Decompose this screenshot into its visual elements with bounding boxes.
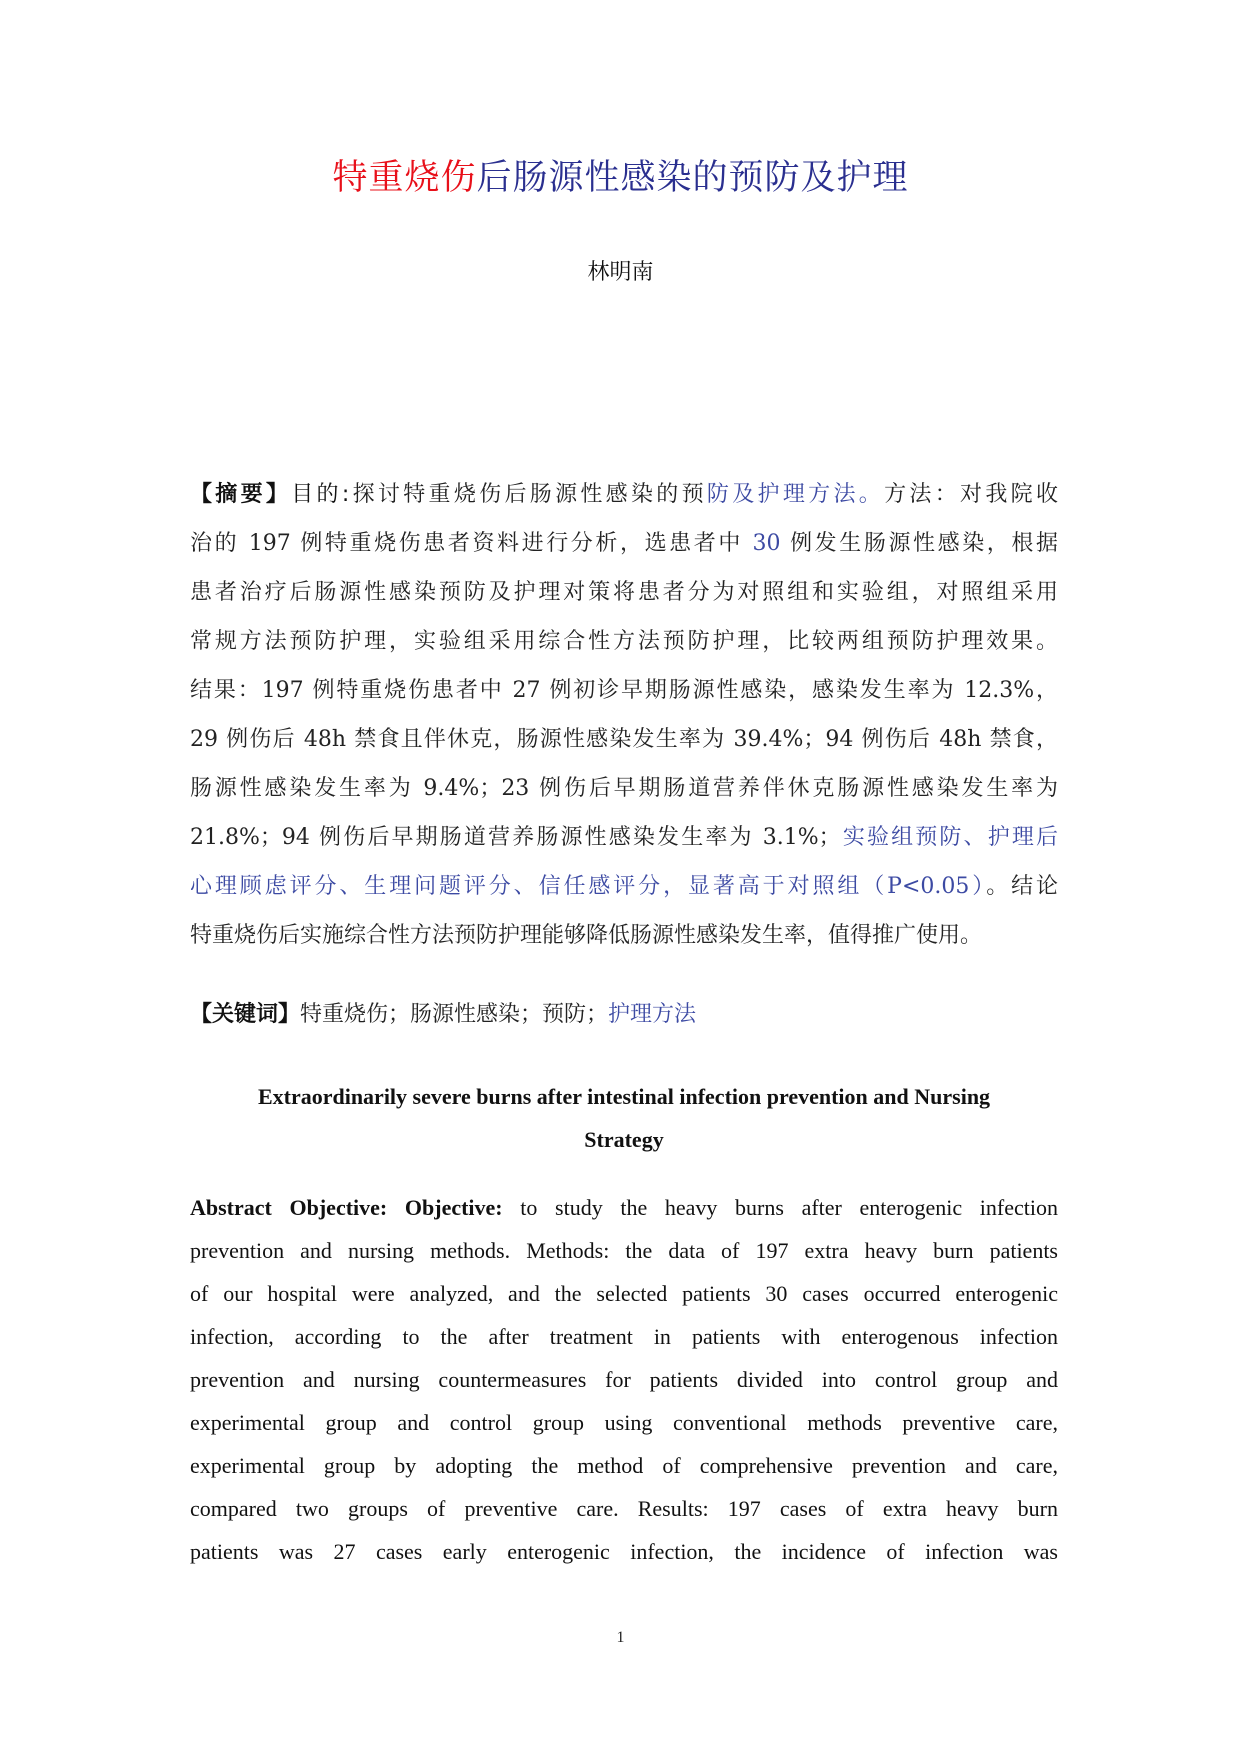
author-name: 林明南: [587, 260, 654, 285]
abstract-en-line: infection, according to the after treatment in patients with enterogenous infection: [190, 1324, 1058, 1349]
abstract-text: 方法：对我院收: [884, 482, 1058, 507]
abstract-cn-line: 特重烧伤后实施综合性方法预防护理能够降低肠源性感染发生率，值得推广使用。: [190, 923, 983, 948]
page-number: 1: [616, 1629, 625, 1646]
chinese-abstract: [190, 470, 1058, 960]
abstract-cn-line: 肠源性感染发生率为 9.4%；23 例伤后早期肠道营养伴休克肠源性感染发生率为: [190, 776, 1058, 801]
abstract-cn-line: [190, 813, 1058, 862]
objective-label: 目的:: [291, 482, 350, 507]
abstract-en-line: experimental group by adopting the method of comprehensive prevention and care,: [190, 1453, 1058, 1478]
abstract-cn-line: 29 例伤后 48h 禁食且伴休克，肠源性感染发生率为 39.4%；94 例伤后 48h 禁食，: [190, 727, 1058, 752]
abstract-en-label: Abstract Objective: Objective:: [190, 1195, 503, 1220]
english-title-line: Strategy: [584, 1127, 664, 1152]
title-blue-part: 后肠源性感染的预防及护理: [476, 158, 909, 198]
abstract-text-highlight: 心理顾虑评分、生理问题评分、信任感评分，显著高于对照组（P<0.05）: [190, 874, 987, 899]
abstract-cn-line: [190, 519, 1058, 568]
abstract-en-text: to study the heavy burns after enterogenic infection: [502, 1195, 1058, 1220]
abstract-text-highlight: 30: [752, 531, 781, 556]
abstract-text: 探讨特重烧伤后肠源性感染的预: [349, 482, 707, 507]
keywords-cn: [190, 995, 1058, 1035]
abstract-cn-line: 常规方法预防护理，实验组采用综合性方法预防护理，比较两组预防护理效果。: [190, 629, 1058, 654]
english-title: [190, 1075, 1058, 1161]
abstract-text-highlight: 实验组预防、护理后: [840, 825, 1058, 850]
title-red-part: 特重烧伤: [332, 158, 477, 198]
keywords-label: 【关键词】: [190, 1002, 301, 1027]
abstract-text: 治的 197 例特重烧伤患者资料进行分析，选患者中: [190, 531, 753, 556]
abstract-en-line: of our hospital were analyzed, and the selected patients 30 cases occurred enterogenic: [190, 1281, 1058, 1306]
abstract-en-line: patients was 27 cases early enterogenic infection, the incidence of infection was: [190, 1539, 1058, 1564]
paper-title: [0, 150, 1241, 200]
abstract-en-line: [190, 1186, 1058, 1229]
keywords-text: 特重烧伤；肠源性感染；预防；: [300, 1002, 609, 1027]
keywords-text-highlight: 护理方法: [608, 1002, 697, 1027]
abstract-en-line: prevention and nursing countermeasures for patients divided into control group and: [190, 1367, 1058, 1392]
abstract-cn-line: [190, 862, 1058, 911]
abstract-cn-line: [190, 470, 1058, 519]
english-abstract: [190, 1186, 1058, 1573]
abstract-label: 【摘要】: [190, 482, 292, 507]
abstract-text: 例发生肠源性感染，根据: [780, 531, 1058, 556]
abstract-en-line: experimental group and control group using conventional methods preventive care,: [190, 1410, 1058, 1435]
abstract-text-highlight: 防及护理方法。: [706, 482, 885, 507]
english-title-line: Extraordinarily severe burns after intestinal infection prevention and Nursing: [257, 1084, 991, 1109]
abstract-text: 。结论: [986, 874, 1058, 899]
abstract-cn-line: 患者治疗后肠源性感染预防及护理对策将患者分为对照组和实验组，对照组采用: [190, 580, 1058, 605]
abstract-text: 21.8%；94 例伤后早期肠道营养肠源性感染发生率为 3.1%；: [190, 825, 841, 850]
abstract-en-line: compared two groups of preventive care. Results: 197 cases of extra heavy burn: [190, 1496, 1058, 1521]
abstract-cn-line: 结果：197 例特重烧伤患者中 27 例初诊早期肠源性感染，感染发生率为 12.3%，: [190, 678, 1058, 703]
abstract-en-line: prevention and nursing methods. Methods: the data of 197 extra heavy burn patients: [190, 1238, 1058, 1263]
